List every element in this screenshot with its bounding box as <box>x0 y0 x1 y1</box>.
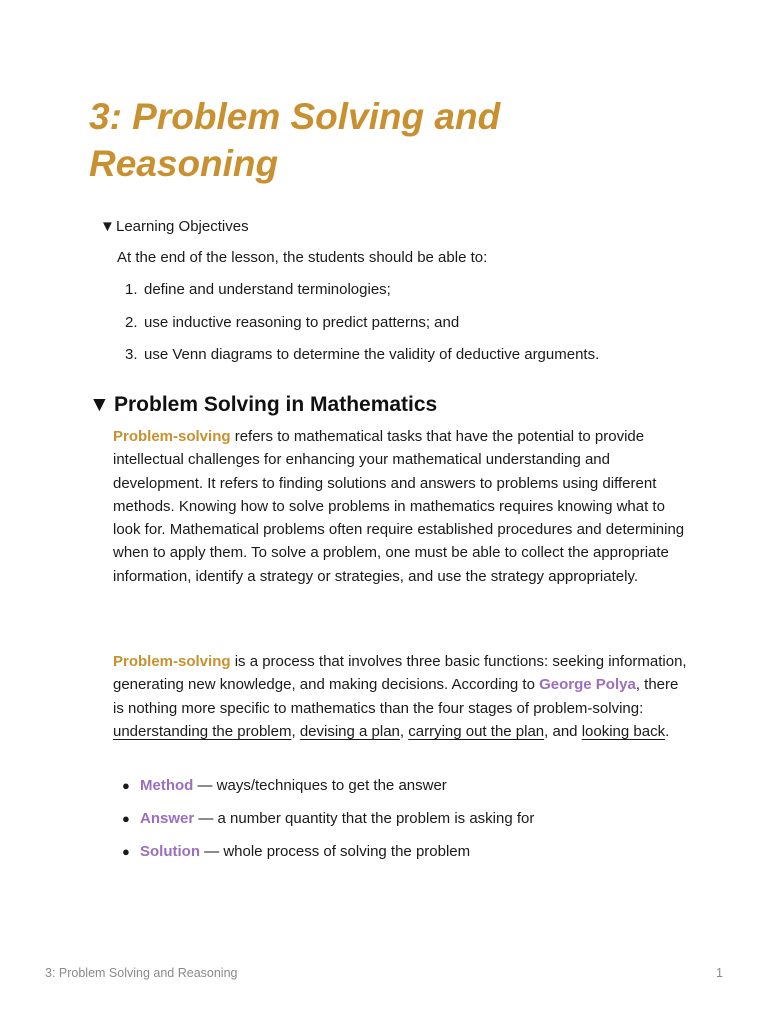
term-solution: Solution <box>140 843 200 860</box>
section-heading-toggle[interactable] <box>89 392 437 418</box>
term-description: — a number quantity that the problem is asking for <box>194 810 535 827</box>
bullet-icon: ● <box>122 778 130 793</box>
list-item <box>117 280 599 300</box>
paragraph-text: , there is nothing more specific to mathematics than the four stages of problem-solving: <box>113 676 679 717</box>
term-description: — ways/techniques to get the answer <box>193 777 447 794</box>
term-answer: Answer <box>140 810 195 827</box>
term-method: Method <box>140 777 194 794</box>
list-item-text: define and understand terminologies; <box>144 281 391 298</box>
page-number: 1 <box>716 966 723 980</box>
list-item <box>113 842 534 862</box>
learning-objectives-toggle[interactable] <box>100 217 249 237</box>
stage-carrying-out-the-plan: carrying out the plan <box>408 722 545 740</box>
paragraph-text: refers to mathematical tasks that have the potential to provide intellectual challenges for enhancing your mathematical understanding and development. It refers to finding solutions and answers to problems using different methods. Knowing how to solve problems in mathematics requires knowing what to look for. Mathematical problems often require established procedures and determining when to apply them. To solve a problem, one must be able to collect the appropriate information, identify a strategy or strategies, and use the strategy appropriately. <box>113 428 685 585</box>
stage-devising-a-plan: devising a plan <box>299 722 400 740</box>
learning-objectives-label: Learning Objectives <box>116 218 249 235</box>
stage-looking-back: looking back <box>581 722 666 740</box>
paragraph-polya-stages <box>113 650 688 743</box>
bullet-icon: ● <box>122 844 130 859</box>
triangle-down-icon: ▼ <box>89 393 110 416</box>
separator: , and <box>544 722 582 740</box>
list-item <box>117 345 599 365</box>
footer-title: 3: Problem Solving and Reasoning <box>45 966 238 980</box>
keyword-problem-solving: Problem-solving <box>113 428 231 445</box>
paragraph-end: . <box>665 722 670 740</box>
separator: , <box>399 722 405 740</box>
separator: , <box>291 722 296 740</box>
term-description: — whole process of solving the problem <box>200 843 471 860</box>
list-item-text: use inductive reasoning to predict patterns; and <box>144 313 460 331</box>
list-number: 1. <box>125 281 138 298</box>
objectives-intro: At the end of the lesson, the students should be able to: <box>117 249 488 266</box>
page-title: 3: Problem Solving and Reasoning <box>89 96 501 184</box>
list-item <box>117 313 599 333</box>
keyword-problem-solving: Problem-solving <box>113 653 231 670</box>
keyword-george-polya: George Polya <box>539 676 636 694</box>
paragraph-problem-solving-definition <box>113 425 688 588</box>
list-item <box>113 776 534 796</box>
bullet-icon: ● <box>122 811 130 826</box>
triangle-down-icon: ▼ <box>100 218 115 235</box>
section-heading: Problem Solving in Mathematics <box>114 393 438 416</box>
list-item-text: use Venn diagrams to determine the validity of deductive arguments. <box>144 346 600 363</box>
objectives-list <box>117 280 599 378</box>
definitions-list <box>113 776 534 875</box>
stage-understanding-the-problem: understanding the problem <box>113 722 292 740</box>
list-number: 3. <box>125 346 138 363</box>
list-number: 2. <box>125 313 138 331</box>
list-item <box>113 809 534 829</box>
paragraph-text: is a process that involves three basic functions: seeking information, generating new knowledge, and making decisions. According to <box>113 653 687 694</box>
